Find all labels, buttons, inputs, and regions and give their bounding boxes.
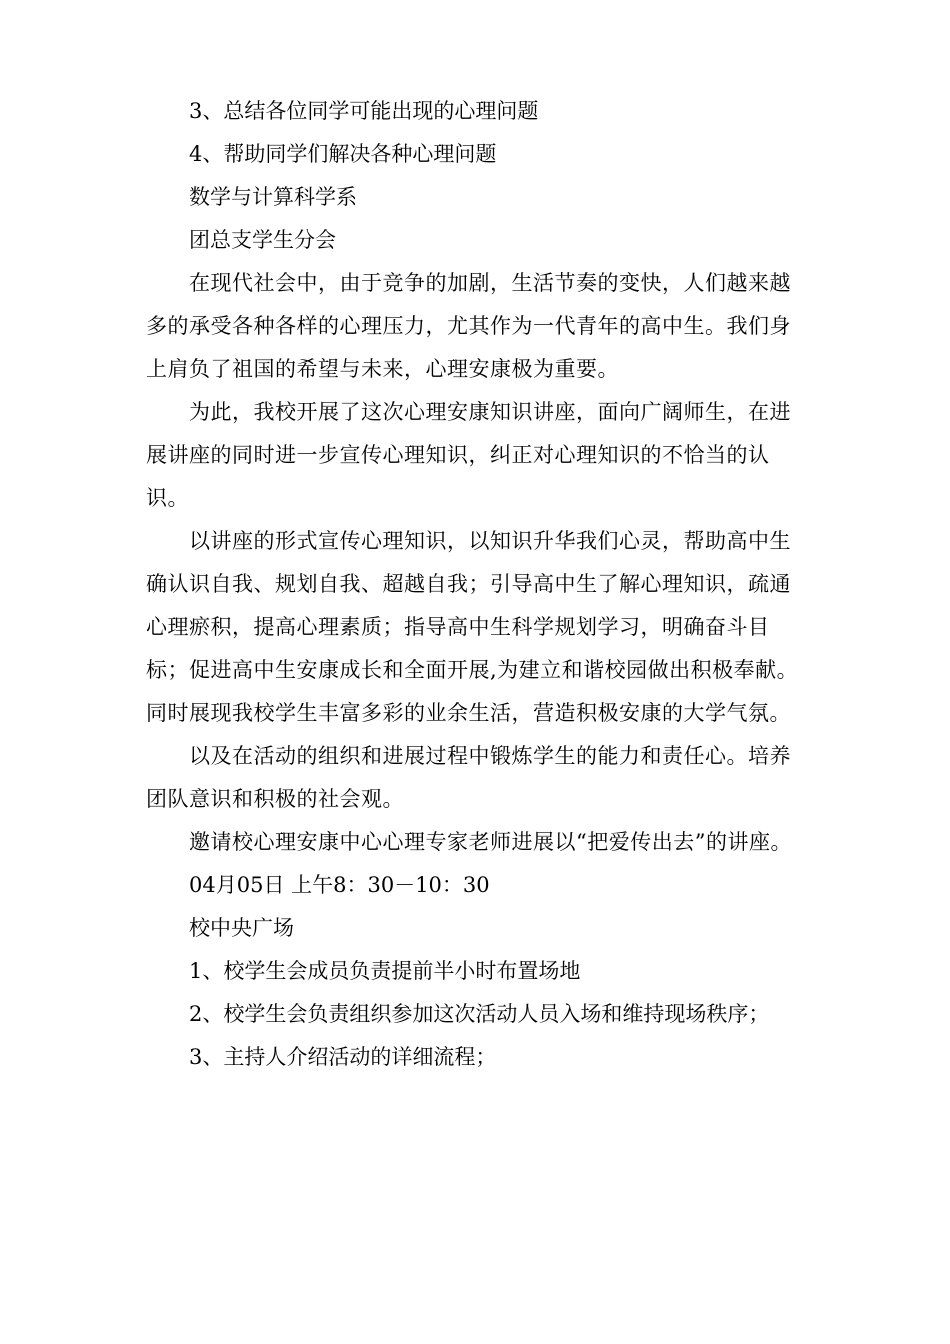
event-location: 校中央广场	[189, 916, 294, 940]
department-name: 数学与计算科学系	[189, 185, 357, 209]
goals-paragraph: 以讲座的形式宣传心理知识，以知识升华我们心灵，帮助高中生确认识自我、规划自我、超越自我；引导高中生了解心理知识，疏通心理瘀积，提高心理素质；指导高中生科学规划学习，明确奋斗目标；促进高中生安康成长和全面开展,为建立和谐校园做出积极奉献。同时展现我校学生丰富多彩的业余生活，营造积极安康的大学气氛。	[146, 529, 799, 725]
procedure-item-2: 2、校学生会负责组织参加这次活动人员入场和维持现场秩序；	[189, 1002, 770, 1026]
procedure-item-1: 1、校学生会成员负责提前半小时布置场地	[189, 959, 581, 983]
list-item-3: 3、总结各位同学可能出现的心理问题	[189, 99, 539, 123]
background-paragraph: 在现代社会中，由于竞争的加剧，生活节奏的变快，人们越来越多的承受各种各样的心理压力，尤其作为一代青年的高中生。我们身上肩负了祖国的希望与未来，心理安康极为重要。	[146, 271, 791, 381]
speaker-paragraph: 邀请校心理安康中心心理专家老师进展以“把爱传出去”的讲座。	[189, 830, 792, 854]
event-time: 04月05日 上午8：30－10：30	[189, 873, 490, 897]
training-paragraph: 以及在活动的组织和进展过程中锻炼学生的能力和责任心。培养团队意识和积极的社会观。	[146, 744, 791, 811]
document-body	[146, 90, 806, 1079]
procedure-item-3: 3、主持人介绍活动的详细流程；	[189, 1045, 497, 1069]
list-item-4: 4、帮助同学们解决各种心理问题	[189, 142, 497, 166]
purpose-paragraph: 为此，我校开展了这次心理安康知识讲座，面向广阔师生，在进展讲座的同时进一步宣传心理知识，纠正对心理知识的不恰当的认识。	[146, 400, 791, 510]
organization-name: 团总支学生分会	[189, 228, 336, 252]
